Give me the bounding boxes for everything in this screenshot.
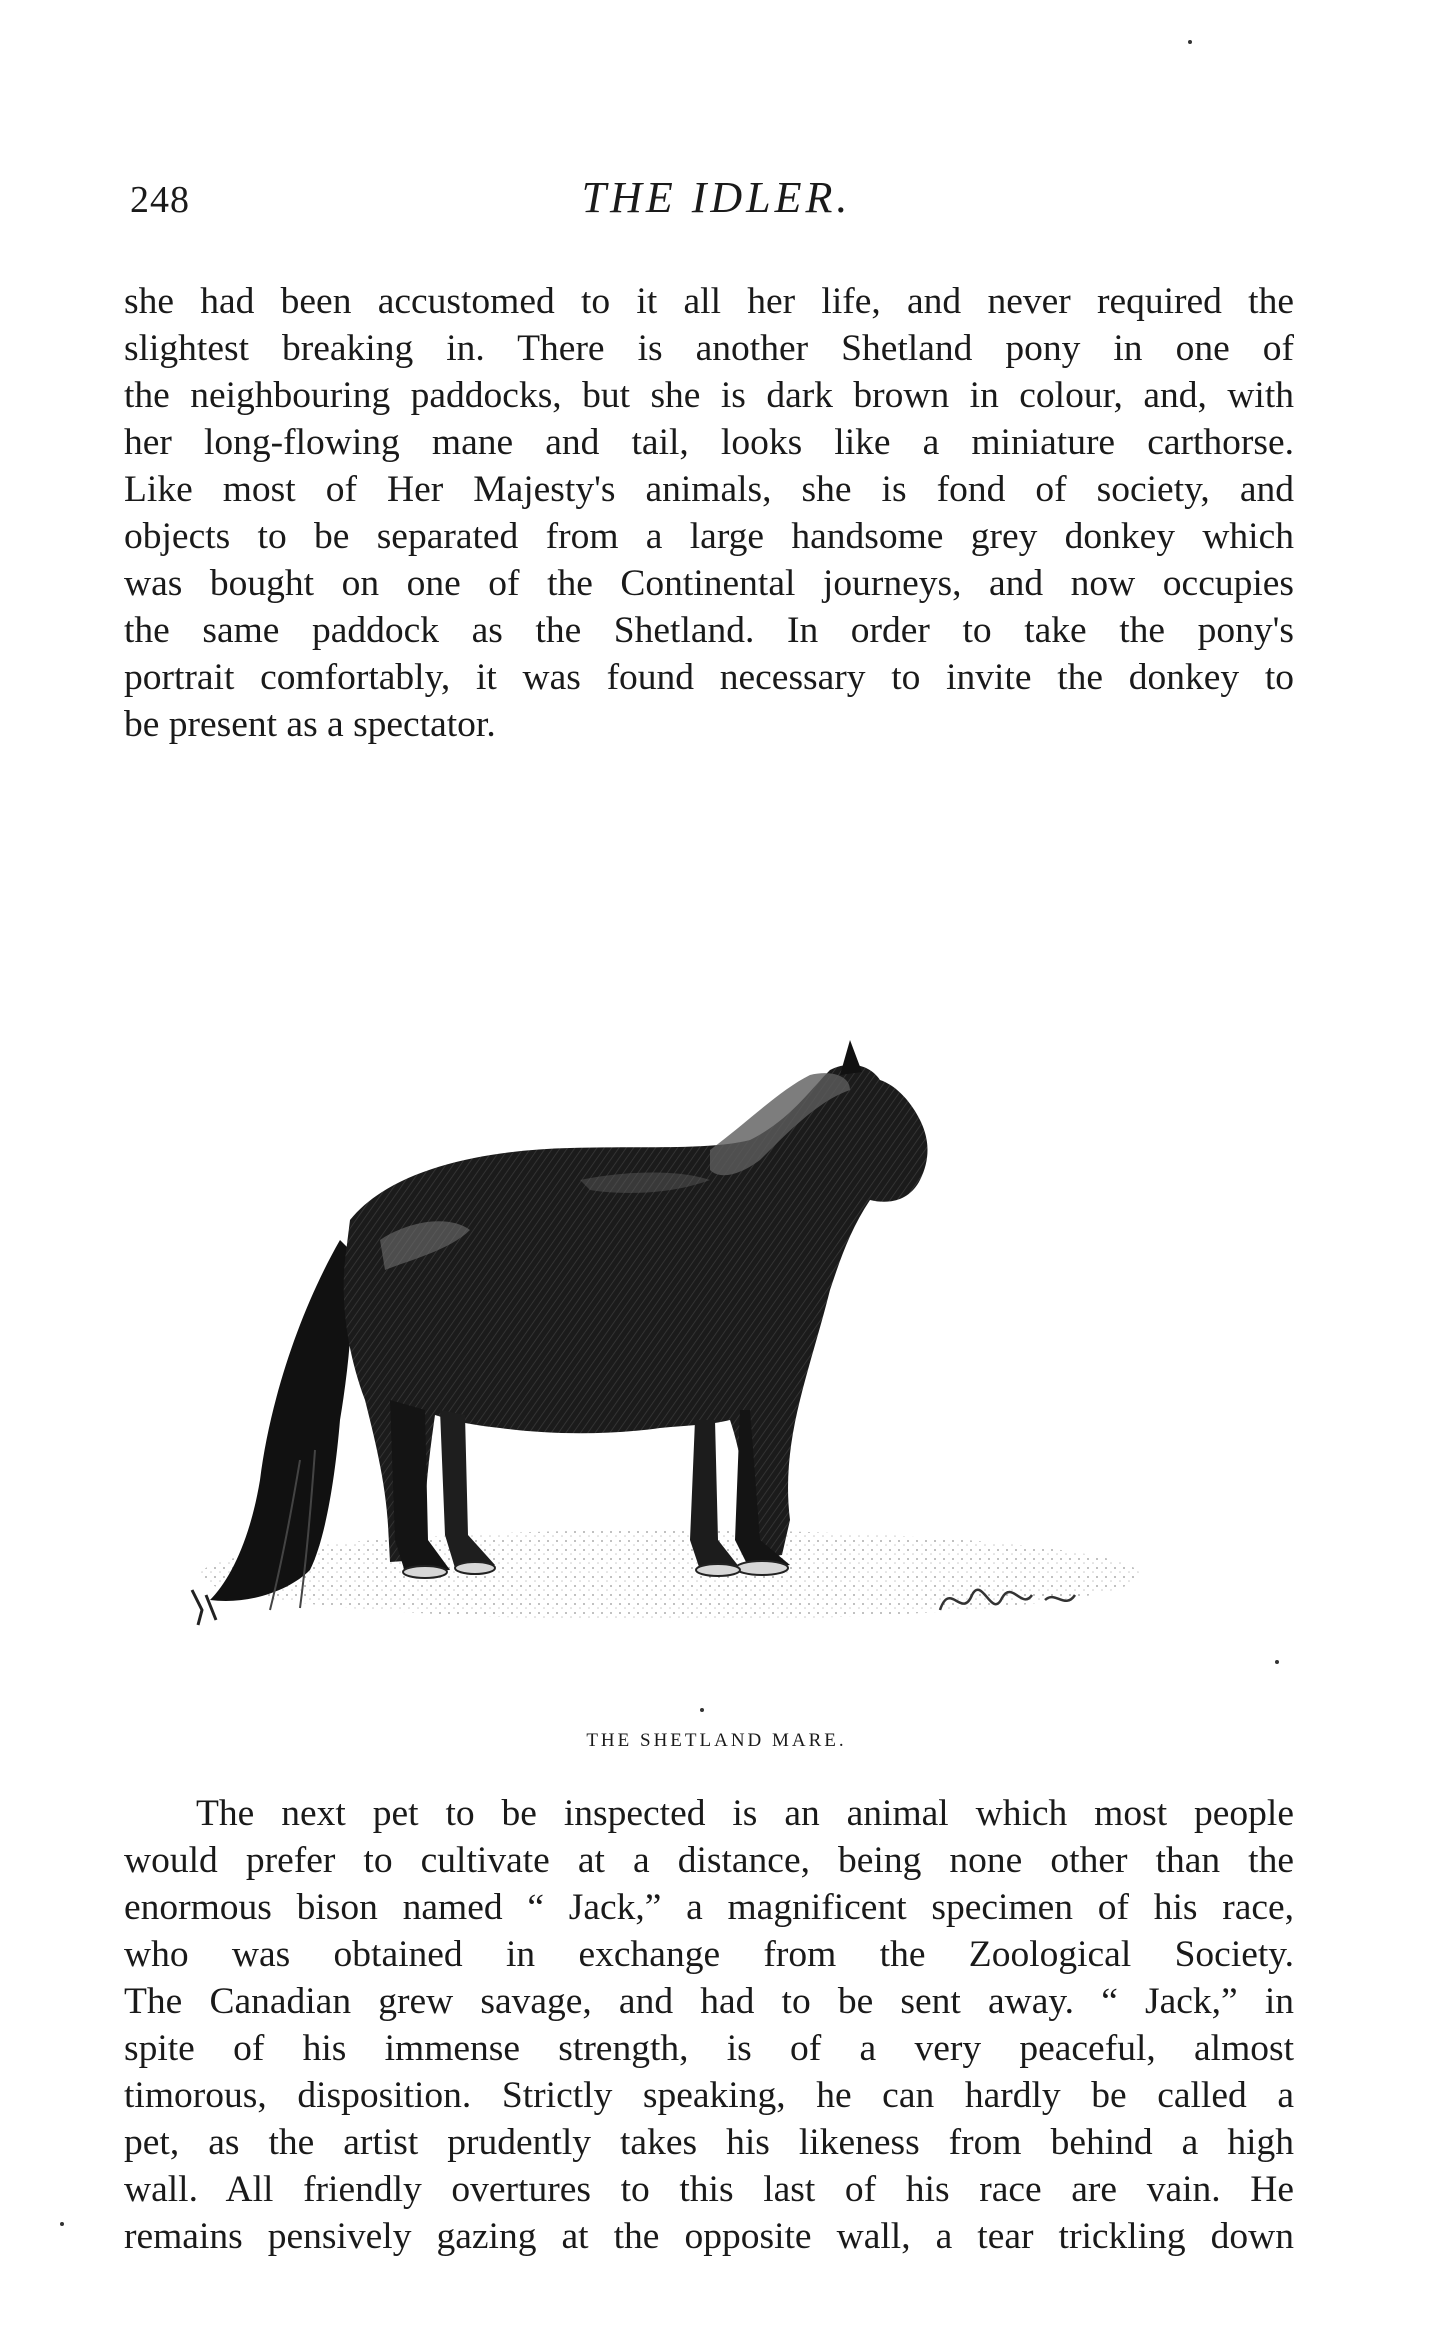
pony-ear <box>840 1040 862 1075</box>
running-title: THE IDLER. <box>581 173 852 222</box>
print-speck <box>1188 40 1192 44</box>
text-line: The Canadian grew savage, and had to be sent away. “ Jack,” in <box>124 1981 1294 2022</box>
paragraph-2 <box>124 1790 1294 2260</box>
ground-shading <box>200 1530 1140 1620</box>
hoof <box>736 1561 788 1575</box>
text-line: pet, as the artist prudently takes his likeness from behind a high <box>124 2122 1294 2163</box>
text-line: the neighbouring paddocks, but she is dark brown in colour, and, with <box>124 375 1294 416</box>
pony-engraving <box>150 980 1230 1700</box>
figure-caption: THE SHETLAND MARE. <box>586 1730 847 1751</box>
text-line: wall. All friendly overtures to this last of his race are vain. He <box>124 2169 1294 2210</box>
text-line: slightest breaking in. There is another Shetland pony in one of <box>124 328 1294 369</box>
text-line: who was obtained in exchange from the Zoological Society. <box>124 1934 1294 1975</box>
text-line: was bought on one of the Continental journeys, and now occupies <box>124 563 1294 604</box>
text-line: objects to be separated from a large handsome grey donkey which <box>124 516 1294 557</box>
pony-body <box>344 1065 928 1562</box>
text-line: her long-flowing mane and tail, looks like a miniature carthorse. <box>124 422 1294 463</box>
page-number: 248 <box>130 179 190 221</box>
text-line: spite of his immense strength, is of a very peaceful, almost <box>124 2028 1294 2069</box>
hoof <box>455 1562 495 1574</box>
text-line: remains pensively gazing at the opposite wall, a tear trickling down <box>124 2216 1294 2257</box>
text-line: enormous bison named “ Jack,” a magnificent specimen of his race, <box>124 1887 1294 1928</box>
text-line: she had been accustomed to it all her life, and never required the <box>124 281 1294 322</box>
text-line: portrait comfortably, it was found necessary to invite the donkey to <box>124 657 1294 698</box>
text-line: be present as a spectator. <box>124 704 496 745</box>
hoof <box>403 1566 447 1578</box>
text-line: The next pet to be inspected is an animal which most people <box>196 1793 1294 1834</box>
text-line: would prefer to cultivate at a distance, being none other than the <box>124 1840 1294 1881</box>
paragraph-1 <box>124 278 1294 748</box>
artist-monogram <box>192 1590 216 1625</box>
shetland-pony-illustration <box>150 980 1230 1700</box>
print-speck <box>700 1708 704 1712</box>
hoof <box>696 1564 740 1576</box>
print-speck <box>60 2222 64 2226</box>
text-line: the same paddock as the Shetland. In order to take the pony's <box>124 610 1294 651</box>
text-line: Like most of Her Majesty's animals, she is fond of society, and <box>124 469 1294 510</box>
print-speck <box>1275 1660 1279 1664</box>
text-line: timorous, disposition. Strictly speaking, he can hardly be called a <box>124 2075 1294 2116</box>
